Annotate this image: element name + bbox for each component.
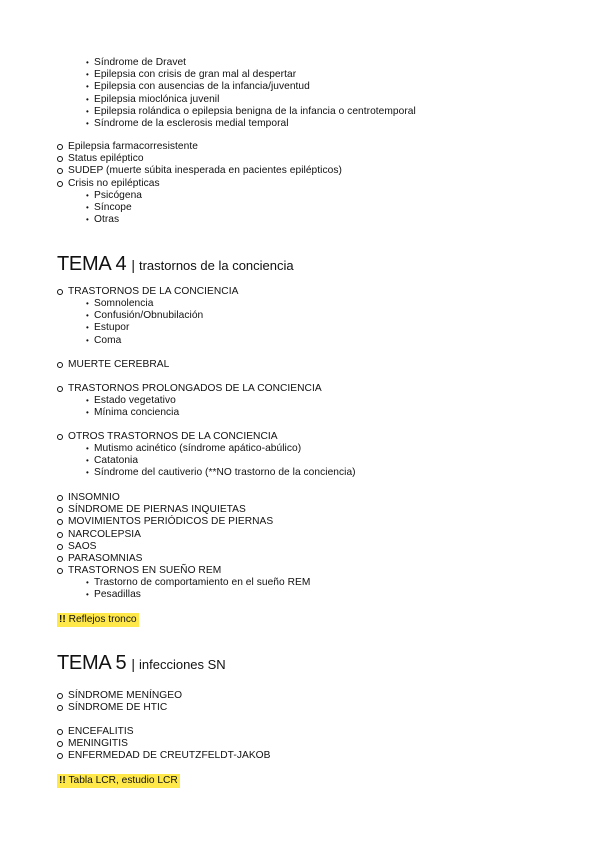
prolonged-disorders-sub-list (86, 395, 179, 419)
rem-sub-list (86, 577, 310, 601)
epilepsy-topics-list (57, 141, 342, 190)
list-item: • Epilepsia rolándica o epilepsia benigna de la infancia o centrotemporal (86, 106, 416, 118)
circle-bullet-icon (57, 144, 63, 150)
epilepsy-syndromes-list (86, 57, 416, 130)
circle-bullet-icon (57, 741, 63, 747)
list-item (57, 750, 271, 762)
list-item-label: PARASOMNIAS (68, 552, 143, 564)
list-item-label: SÍNDROME DE PIERNAS INQUIETAS (68, 504, 246, 516)
list-item: • Epilepsia con ausencias de la infancia/juventud (86, 81, 416, 93)
infections-list (57, 726, 271, 763)
list-item (57, 178, 342, 190)
list-item: • Epilepsia mioclónica juvenil (86, 94, 416, 106)
list-item (57, 553, 273, 565)
list-item-label: SAOS (68, 540, 97, 552)
list-item-label: TRASTORNOS PROLONGADOS DE LA CONCIENCIA (68, 383, 322, 394)
circle-bullet-icon (57, 362, 63, 368)
circle-bullet-icon (57, 181, 63, 187)
circle-bullet-icon (57, 495, 63, 501)
consciousness-levels-list (86, 298, 203, 347)
list-item (57, 286, 238, 298)
double-exclamation-icon: !! (59, 775, 66, 786)
list-item (57, 141, 342, 153)
double-exclamation-icon: !! (59, 614, 66, 625)
list-item-label: ENCEFALITIS (68, 726, 134, 737)
list-item-label: MUERTE CEREBRAL (68, 359, 170, 370)
list-item (57, 726, 271, 738)
list-item: • Otras (86, 214, 142, 226)
list-item (57, 738, 271, 750)
meningeal-list (57, 690, 182, 714)
circle-bullet-icon (57, 556, 63, 562)
list-item: • Psicógena (86, 190, 142, 202)
list-item: • Síndrome de Dravet (86, 57, 416, 69)
list-item-label: SÍNDROME MENÍNGEO (68, 690, 183, 701)
tema4-subtitle: trastornos de la conciencia (138, 258, 294, 273)
list-item-label: Crisis no epilépticas (68, 177, 160, 189)
list-item (57, 565, 273, 577)
list-item (57, 165, 342, 177)
list-item: • Síncope (86, 202, 142, 214)
tema5-title: TEMA 5 (57, 652, 127, 674)
list-item (57, 383, 322, 395)
other-disorders-list (57, 431, 278, 443)
consciousness-disorders-list (57, 286, 238, 298)
circle-bullet-icon (57, 544, 63, 550)
list-item (57, 516, 273, 528)
list-item-label: OTROS TRASTORNOS DE LA CONCIENCIA (68, 431, 278, 442)
list-item: • Síndrome del cautiverio (**NO trastorno de la conciencia) (86, 467, 356, 479)
list-item-label: MENINGITIS (68, 738, 128, 750)
list-item: • Catatonia (86, 455, 356, 467)
circle-bullet-icon (57, 168, 63, 174)
circle-bullet-icon (57, 519, 63, 525)
list-item-label: ENFERMEDAD DE CREUTZFELDT-JAKOB (68, 750, 271, 762)
list-item (57, 492, 273, 504)
other-disorders-sub-list (86, 443, 356, 480)
list-item-label: MOVIMIENTOS PERIÓDICOS DE PIERNAS (68, 516, 274, 528)
prolonged-disorders-list (57, 383, 322, 395)
list-item: • Mínima conciencia (86, 407, 179, 419)
list-item: • Síndrome de la esclerosis medial temporal (86, 118, 416, 130)
list-item (57, 504, 273, 516)
list-item-label: NARCOLEPSIA (68, 528, 142, 540)
highlight-note (57, 774, 180, 788)
list-item (57, 153, 342, 165)
list-item (57, 529, 273, 541)
circle-bullet-icon (57, 156, 63, 162)
list-item: • Somnolencia (86, 298, 203, 310)
list-item (57, 431, 278, 443)
tema5-subtitle: infecciones SN (138, 657, 226, 672)
heading-separator: | (131, 656, 135, 672)
circle-bullet-icon (57, 568, 63, 574)
circle-bullet-icon (57, 705, 63, 711)
heading-separator: | (131, 257, 135, 273)
list-item: • Trastorno de comportamiento en el sueño REM (86, 577, 310, 589)
list-item-label: SUDEP (muerte súbita inesperada en pacientes epilépticos) (68, 165, 342, 177)
tema4-title: TEMA 4 (57, 253, 127, 275)
list-item: • Estado vegetativo (86, 395, 179, 407)
circle-bullet-icon (57, 729, 63, 735)
circle-bullet-icon (57, 507, 63, 513)
list-item: • Confusión/Obnubilación (86, 310, 203, 322)
list-item (57, 359, 169, 371)
circle-bullet-icon (57, 532, 63, 538)
list-item-label: SÍNDROME DE HTIC (68, 702, 168, 714)
list-item-label: INSOMNIO (68, 492, 120, 503)
list-item (57, 541, 273, 553)
list-item-label: TRASTORNOS DE LA CONCIENCIA (68, 286, 239, 297)
list-item (57, 702, 182, 714)
note-text: Tabla LCR, estudio LCR (68, 775, 178, 786)
circle-bullet-icon (57, 693, 63, 699)
sleep-disorders-list (57, 492, 273, 577)
list-item (57, 690, 182, 702)
list-item-label: Epilepsia farmacorresistente (68, 141, 198, 152)
list-item: • Mutismo acinético (síndrome apático-abúlico) (86, 443, 356, 455)
tema5-heading (57, 652, 226, 675)
non-epileptic-list (86, 190, 142, 227)
highlight-note (57, 613, 139, 627)
note-text: Reflejos tronco (68, 614, 137, 625)
circle-bullet-icon (57, 753, 63, 759)
brain-death-list (57, 359, 169, 371)
tema4-heading (57, 253, 294, 276)
list-item: • Epilepsia con crisis de gran mal al despertar (86, 69, 416, 81)
list-item-label: TRASTORNOS EN SUEÑO REM (68, 565, 222, 577)
list-item: • Estupor (86, 322, 203, 334)
list-item: • Pesadillas (86, 589, 310, 601)
circle-bullet-icon (57, 289, 63, 295)
circle-bullet-icon (57, 434, 63, 440)
list-item-label: Status epiléptico (68, 153, 144, 165)
list-item: • Coma (86, 335, 203, 347)
circle-bullet-icon (57, 386, 63, 392)
